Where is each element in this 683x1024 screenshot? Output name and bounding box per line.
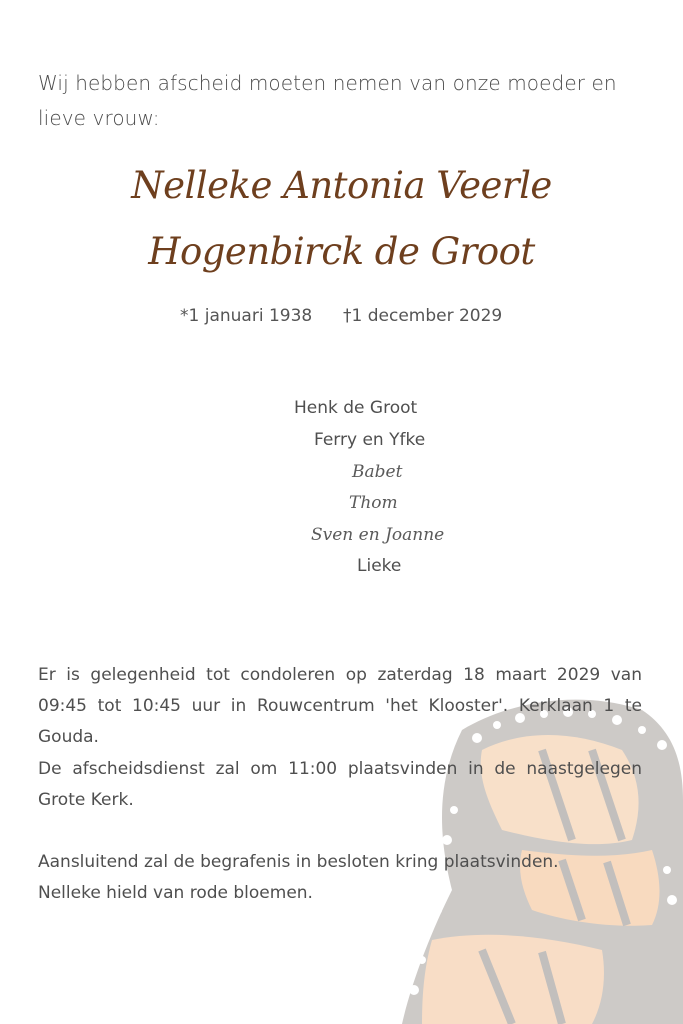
service-paragraph: De afscheidsdienst zal om 11:00 plaatsvinden in de naastgelegen Grote Kerk.: [38, 759, 642, 810]
family-member: Ferry en Yfke: [314, 430, 426, 450]
intro-text: Wij hebben afscheid moeten nemen van onze moeder en lieve vrouw:: [38, 71, 617, 130]
deceased-name-line-2: Hogenbirck de Groot: [148, 230, 535, 273]
burial-paragraph: Aansluitend zal de begrafenis in besloten kring plaatsvinden.: [38, 852, 559, 872]
birth-date: *1 januari 1938: [180, 306, 313, 326]
family-member: Babet: [352, 462, 403, 482]
family-member: Sven en Joanne: [311, 525, 445, 545]
condolence-paragraph: Er is gelegenheid tot condoleren op zaterdag 18 maart 2029 van 09:45 tot 10:45 uur in Rouwcentrum 'het Klooster'. Kerklaan 1 te Gouda.: [38, 665, 642, 747]
deceased-name-line-1: Nelleke Antonia Veerle: [131, 164, 552, 207]
flowers-paragraph: Nelleke hield van rode bloemen.: [38, 883, 313, 903]
family-member: Lieke: [357, 556, 402, 576]
family-member: Henk de Groot: [294, 398, 418, 418]
family-member: Thom: [349, 493, 398, 513]
death-date: †1 december 2029: [343, 306, 503, 326]
